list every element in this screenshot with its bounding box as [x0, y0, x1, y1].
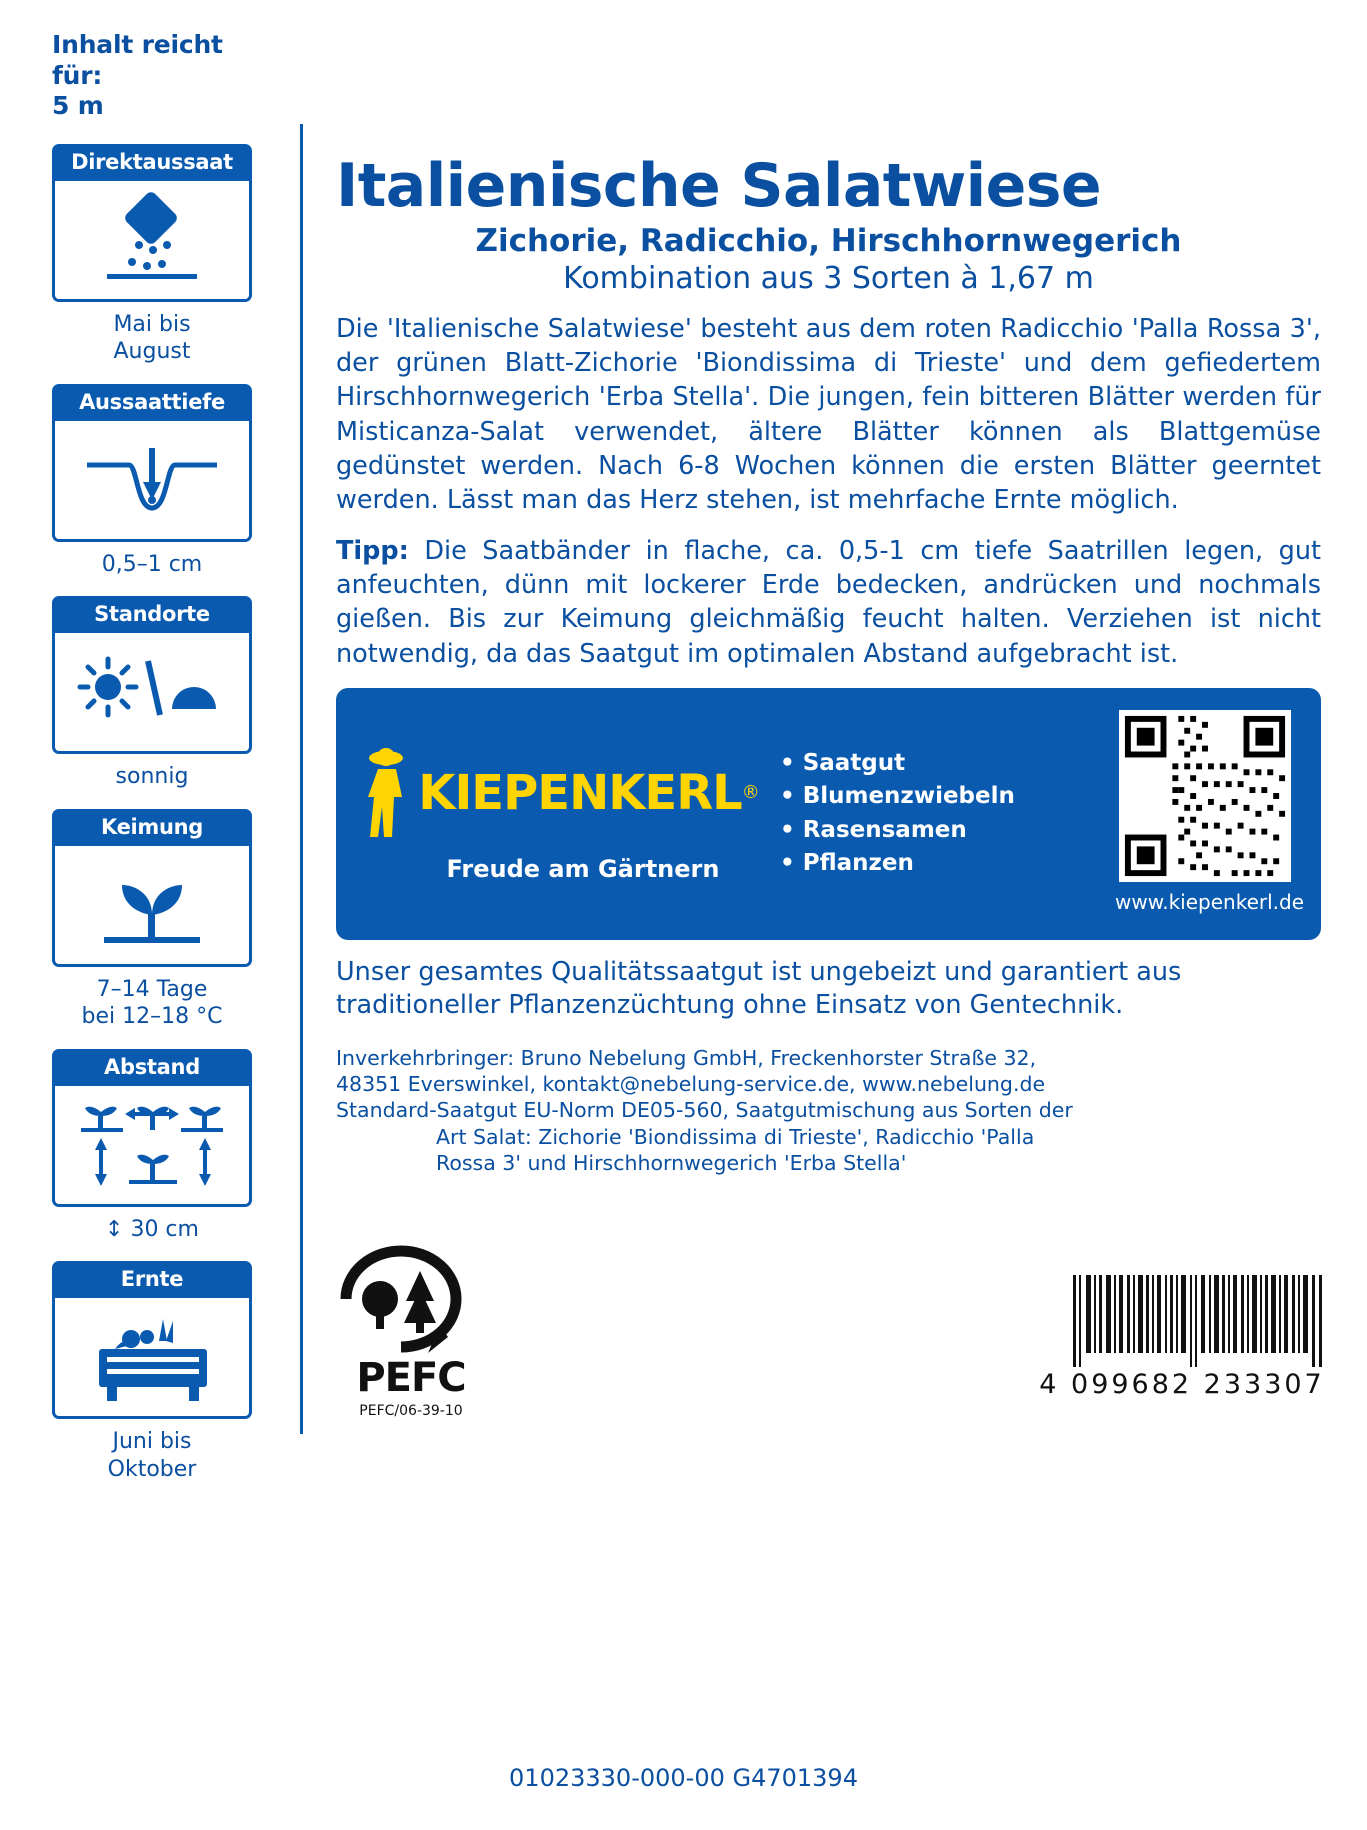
info-block-caption: 7–14 Tage bei 12–18 °C — [81, 976, 223, 1029]
main-content — [336, 151, 1321, 1176]
info-block-caption: Juni bis Oktober — [107, 1429, 197, 1482]
gardener-mascot-icon — [356, 745, 418, 841]
harvest-crate-icon — [52, 1298, 252, 1419]
info-block-caption: ↕ 30 cm — [105, 1216, 199, 1242]
legal-line-3: Standard-Saatgut EU-Norm DE05-560, Saatgutmischung aus Sorten der — [336, 1098, 1073, 1123]
legal-line-1: Inverkehrbringer: Bruno Nebelung GmbH, Freckenhorster Straße 32, — [336, 1046, 1037, 1071]
info-block-header: Aussaattiefe — [52, 384, 252, 421]
info-block-header: Keimung — [52, 809, 252, 846]
page-subtitle: Zichorie, Radicchio, Hirschhornwegerich — [475, 223, 1182, 259]
barcode-digits: 4 099682 233307 — [1039, 1369, 1325, 1400]
info-block-caption: 0,5–1 cm — [101, 551, 203, 577]
legal-line-5: Rossa 3' und Hirschhornwegerich 'Erba Stella' — [436, 1150, 907, 1175]
brand-url: www.kiepenkerl.de — [1115, 889, 1305, 914]
info-block-standorte — [52, 596, 252, 791]
legal-line-4: Art Salat: Zichorie 'Biondissima di Trieste', Radicchio 'Palla — [436, 1124, 1035, 1149]
content-for-value: 5 m — [52, 91, 104, 120]
brand-slogan: Freude am Gärtnern — [446, 854, 720, 883]
guarantee-text: Unser gesamtes Qualitätssaatgut ist ungebeizt und garantiert aus traditioneller Pflanzenzüchtung ohne Einsatz von Gentechnik. — [336, 956, 1182, 1021]
info-block-keimung — [52, 809, 252, 1031]
brand-product-list — [780, 747, 1040, 880]
list-item: • Blumenzwiebeln — [780, 783, 1015, 810]
list-item: • Pflanzen — [780, 850, 914, 877]
brand-logo — [358, 745, 758, 883]
tip-label: Tipp: — [336, 536, 409, 567]
info-block-header: Standorte — [52, 596, 252, 633]
info-block-caption: Mai bis August — [113, 311, 191, 364]
brand-name: KIEPENKERL — [418, 764, 742, 821]
qr-section — [1115, 710, 1305, 914]
icon-sidebar — [52, 30, 272, 1501]
info-block-abstand — [52, 1049, 252, 1244]
pefc-label: PEFC — [356, 1355, 466, 1401]
qr-code — [1119, 710, 1291, 882]
list-item: • Saatgut — [780, 750, 906, 777]
page-title: Italienische Salatwiese — [336, 151, 1101, 221]
info-block-header: Direktaussaat — [52, 144, 252, 181]
info-block-caption: sonnig — [115, 764, 189, 789]
content-for-label: Inhalt reicht für: — [52, 30, 223, 90]
legal-line-2: 48351 Everswinkel, kontakt@nebelung-service.de, www.nebelung.de — [336, 1072, 1046, 1097]
legal-text — [336, 1045, 1321, 1176]
info-block-aussaattiefe — [52, 384, 252, 579]
sowing-icon — [52, 181, 252, 302]
tip-paragraph — [336, 534, 1321, 671]
info-block-direktaussaat — [52, 144, 252, 366]
vertical-divider — [300, 124, 303, 1434]
spacing-icon — [52, 1086, 252, 1207]
barcode — [1037, 1275, 1327, 1400]
list-item: • Rasensamen — [780, 816, 967, 843]
info-block-ernte — [52, 1261, 252, 1483]
brand-logo-row — [356, 745, 760, 841]
barcode-bars — [1073, 1275, 1325, 1367]
info-block-header: Ernte — [52, 1261, 252, 1298]
pefc-code: PEFC/06-39-10 — [359, 1403, 463, 1419]
article-code: 01023330-000-00 G4701394 — [509, 1764, 858, 1792]
info-block-header: Abstand — [52, 1049, 252, 1086]
description-paragraph: Die 'Italienische Salatwiese' besteht aus dem roten Radicchio 'Palla Rossa 3', der grünen Blatt-Zichorie 'Biondissima di Trieste' und dem gefiedertem Hirschhornwegerich 'Erba Stella'. Die jungen, fein bitteren Blätter werden für Misticanza-Salat verwendet, ältere Blätter können als Blattgemüse gedünstet werden. Nach 6-8 Wochen können die ersten Blätter geerntet werden. Lässt man das Herz stehen, ist mehrfache Ernte möglich. — [336, 314, 1321, 515]
seedling-icon — [52, 846, 252, 967]
sun-partial-shade-icon — [52, 633, 252, 754]
pefc-certification — [336, 1245, 486, 1419]
pefc-logo-icon — [336, 1245, 466, 1353]
content-for — [52, 30, 272, 122]
sowing-depth-icon — [52, 421, 252, 542]
brand-registered-mark: ® — [741, 782, 760, 804]
tip-text: Die Saatbänder in flache, ca. 0,5-1 cm tiefe Saatrillen legen, gut anfeuchten, dünn mit lockerer Erde bedecken, andrücken und nochmals gießen. Bis zur Keimung gleichmäßig feucht halten. Verziehen ist nicht notwendig, da das Saatgut im optimalen Abstand aufgebracht ist. — [336, 536, 1321, 669]
page-subtitle-secondary: Kombination aus 3 Sorten à 1,67 m — [563, 260, 1094, 296]
brand-box — [336, 688, 1321, 940]
